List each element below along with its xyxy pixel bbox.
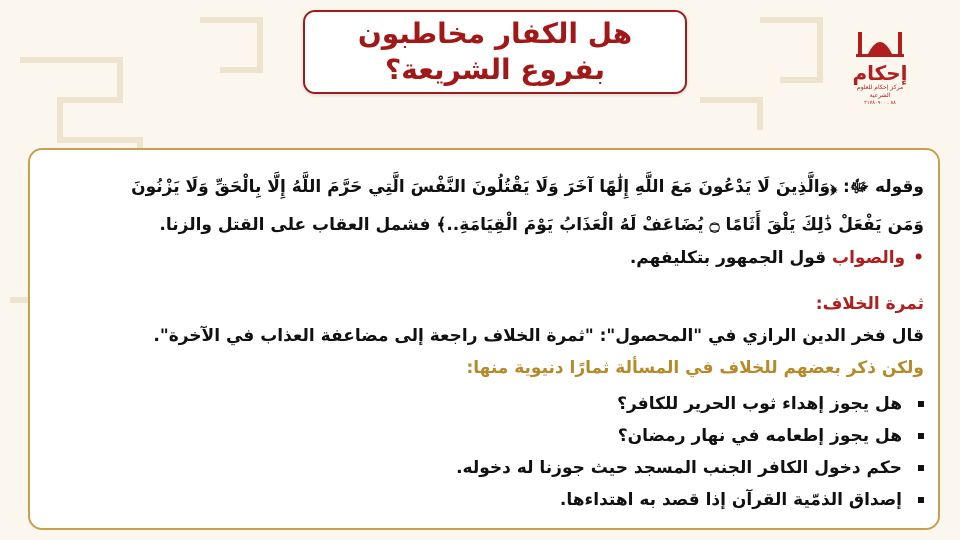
list-item-text: حكم دخول الكافر الجنب المسجد حيث جوزنا له دخوله. (456, 458, 902, 478)
title-box (303, 10, 687, 94)
correct-label: والصواب (832, 248, 906, 268)
list-item (44, 394, 924, 414)
logo-subtitle: مركز إحكام للعلوم الشرعية (856, 84, 904, 99)
title-line-1: هل الكفار مخاطبون (357, 17, 633, 50)
square-bullet-icon (918, 497, 924, 503)
bullet-dot-icon: • (913, 248, 924, 268)
worldly-heading: ولكن ذكر بعضهم للخلاف في المسألة ثمارًا دنيوية منها: (466, 358, 924, 378)
list-item (44, 490, 924, 510)
list-item-text: هل يجوز إطعامه في نهار رمضان؟ (617, 426, 902, 446)
verse-line-2: وَمَن يَفْعَلْ ذَٰلِكَ يَلْقَ أَثَامًا ۝ يُضَاعَفْ لَهُ الْعَذَابُ يَوْمَ الْقِيَامَةِ..﴾ فشمل العقاب على القتل والزنا. (159, 215, 924, 235)
mosque-icon (850, 28, 910, 58)
list-item-text: إصداق الذمّية القرآن إذا قصد به اهتداءها. (559, 490, 902, 510)
correct-text: قول الجمهور بتكليفهم. (629, 248, 833, 268)
verse-line-1: وقوله ﷻ: ﴿وَالَّذِينَ لَا يَدْعُونَ مَعَ اللَّهِ إِلَٰهًا آخَرَ وَلَا يَقْتُلُونَ النَّفْسَ الَّتِي حَرَّمَ اللَّهُ إِلَّا بِالْحَقِّ وَلَا يَزْنُونَ (131, 177, 924, 197)
content-box (28, 148, 940, 530)
square-bullet-icon (918, 401, 924, 407)
list-item (44, 426, 924, 446)
title-line-2: بفروع الشريعة؟ (385, 53, 605, 86)
list-item-text: هل يجوز إهداء ثوب الحرير للكافر؟ (617, 394, 902, 414)
logo-number: ٨٨ . ٢١٧٨٠٩٠٠ (864, 100, 896, 106)
list-item (44, 458, 924, 478)
square-bullet-icon (918, 433, 924, 439)
logo (850, 28, 910, 106)
bullet-correct (44, 248, 924, 268)
razi-quote: قال فخر الدين الرازي في "المحصول": "ثمرة الخلاف راجعة إلى مضاعفة العذاب في الآخرة". (153, 326, 924, 346)
fruit-heading: ثمرة الخلاف: (815, 294, 924, 314)
square-bullet-icon (918, 465, 924, 471)
logo-word: إحكام (852, 61, 908, 85)
